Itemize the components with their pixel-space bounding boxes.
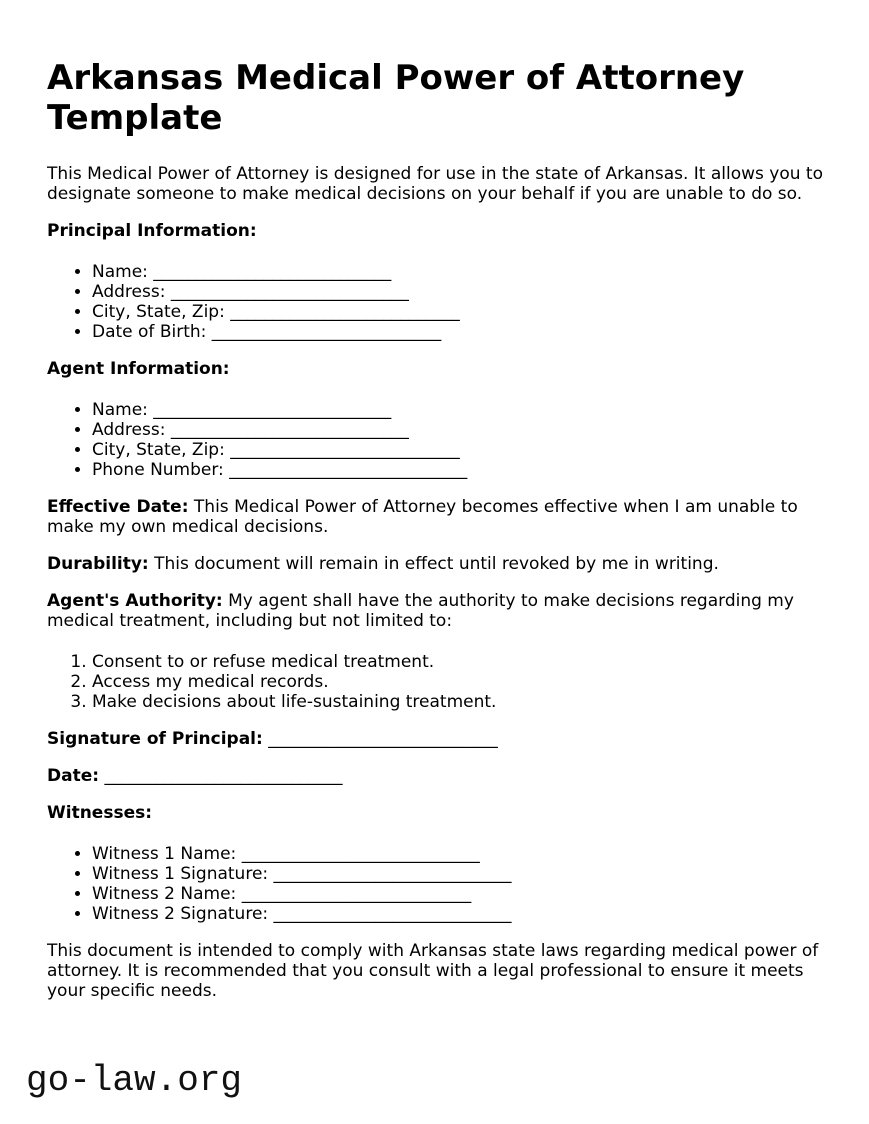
agents-authority-label: Agent's Authority: [47, 591, 223, 611]
effective-date-text: This Medical Power of Attorney becomes effective when I am unable to make my own medical decisions. [47, 497, 798, 537]
principal-address-label: Address: [92, 282, 166, 302]
agent-info-list [47, 400, 827, 480]
witness-1-name-field [92, 844, 827, 864]
principal-name-blank: ____________________________ [153, 262, 392, 282]
witnesses-heading [47, 803, 827, 823]
authority-item: 3. Make decisions about life-sustaining treatment. [92, 692, 827, 712]
agents-authority-text: My agent shall have the authority to make decisions regarding my medical treatment, including but not limited to: [47, 591, 794, 631]
principal-city-state-zip-blank: ___________________________ [230, 302, 460, 322]
witness-2-signature-blank: ____________________________ [273, 904, 512, 924]
agent-phone-blank: ____________________________ [229, 460, 468, 480]
principal-city-state-zip-field [92, 302, 827, 322]
principal-name-field [92, 262, 827, 282]
agent-name-field [92, 400, 827, 420]
witness-2-name-field [92, 884, 827, 904]
authority-items-list [47, 652, 827, 712]
agent-phone-label: Phone Number: [92, 460, 224, 480]
site-footer-url: go-law.org [26, 1060, 243, 1101]
effective-date-paragraph [47, 497, 827, 537]
durability-label: Durability: [47, 554, 149, 574]
witness-2-signature-field [92, 904, 827, 924]
durability-text: This document will remain in effect until revoked by me in writing. [154, 554, 719, 574]
agent-address-label: Address: [92, 420, 166, 440]
site-footer [0, 1060, 869, 1101]
signature-of-principal-blank: ___________________________ [268, 729, 498, 749]
agent-phone-field [92, 460, 827, 480]
witness-1-signature-field [92, 864, 827, 884]
disclaimer-paragraph: This document is intended to comply with Arkansas state laws regarding medical power of attorney. It is recommended that you consult with a legal professional to ensure it meets your specific needs. [47, 941, 819, 1001]
agent-name-label: Name: [92, 400, 148, 420]
agents-authority-paragraph [47, 591, 827, 631]
principal-dob-blank: ___________________________ [211, 322, 442, 342]
principal-info-heading [47, 221, 827, 241]
agent-info-heading [47, 359, 827, 379]
principal-address-blank: ____________________________ [170, 282, 409, 302]
witness-1-signature-blank: ____________________________ [273, 864, 512, 884]
signature-of-principal-label: Signature of Principal: [47, 729, 263, 749]
witness-1-name-label: Witness 1 Name: [92, 844, 237, 864]
witness-1-signature-label: Witness 1 Signature: [92, 864, 269, 884]
agent-address-blank: ____________________________ [170, 420, 409, 440]
witness-2-name-blank: ___________________________ [241, 884, 472, 904]
intro-paragraph: This Medical Power of Attorney is designed for use in the state of Arkansas. It allows you to designate someone to make medical decisions on your behalf if you are unable to do so. [47, 164, 823, 204]
witness-2-signature-label: Witness 2 Signature: [92, 904, 269, 924]
witness-2-name-label: Witness 2 Name: [92, 884, 237, 904]
agent-name-blank: ____________________________ [153, 400, 392, 420]
witnesses-list [47, 844, 827, 924]
date-blank: ____________________________ [104, 766, 343, 786]
page-title: Arkansas Medical Power of Attorney Template [47, 58, 745, 138]
agent-address-field [92, 420, 827, 440]
principal-dob-field [92, 322, 827, 342]
agent-city-state-zip-blank: ___________________________ [230, 440, 460, 460]
principal-address-field [92, 282, 827, 302]
principal-info-heading-label: Principal Information: [47, 221, 257, 241]
agent-info-heading-label: Agent Information: [47, 359, 230, 379]
witnesses-heading-label: Witnesses: [47, 803, 153, 823]
effective-date-label: Effective Date: [47, 497, 189, 517]
principal-info-list [47, 262, 827, 342]
agent-city-state-zip-field [92, 440, 827, 460]
date-line [47, 766, 827, 786]
authority-item: 2. Access my medical records. [92, 672, 827, 692]
principal-dob-label: Date of Birth: [92, 322, 207, 342]
date-label: Date: [47, 766, 100, 786]
durability-paragraph [47, 554, 827, 574]
witness-1-name-blank: ____________________________ [241, 844, 480, 864]
principal-name-label: Name: [92, 262, 148, 282]
authority-item: 1. Consent to or refuse medical treatment. [92, 652, 827, 672]
agent-city-state-zip-label: City, State, Zip: [92, 440, 225, 460]
signature-of-principal-line [47, 729, 827, 749]
principal-city-state-zip-label: City, State, Zip: [92, 302, 225, 322]
